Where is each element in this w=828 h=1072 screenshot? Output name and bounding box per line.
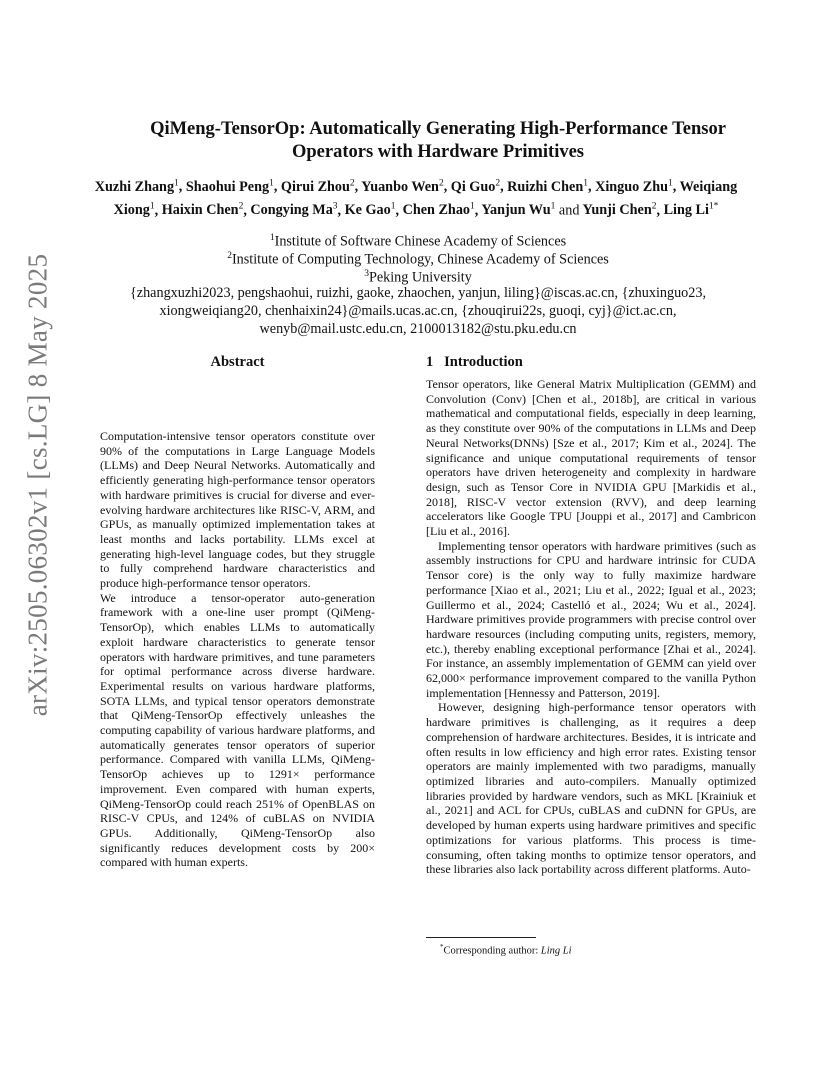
author: Ke Gao$^1$ — [344, 201, 396, 219]
author: Congying Ma$^3$ — [250, 201, 338, 219]
author-emails — [80, 284, 756, 338]
author: Yunji Chen$^2$ — [582, 201, 657, 219]
affiliation-1: $^1$Institute of Software Chinese Academy of Sciences — [269, 233, 567, 250]
author: Yuanbo Wen$^2$ — [361, 178, 444, 195]
author: Yanjun Wu$^1$ — [481, 201, 556, 219]
intro-paragraph: Tensor operators, like General Matrix Multiplication (GEMM) and Convolution (Conv) [Chen et al., 2018b], are critical in various mathematical and computational fields, especially in deep learning, as they constitute over 90% of the computations in LLMs and Deep Neural Networks(DNNs) [Sze et al., 2017; Kim et al., 2024]. The significance and unique computational requirements of tensor operators have driven heterogeneity and complexity in hardware design, such as Tensor Core in NVIDIA GPU [Markidis et al., 2018], RISC-V vector extension (RVV), and deep learning accelerators like Google TPU [Jouppi et al., 2017] and Cambricon [Liu et al., 2016]. — [426, 377, 756, 539]
arxiv-sidebar — [18, 0, 58, 1072]
abstract-paragraph: We introduce a tensor-operator auto-generation framework with a one-line user prompt (QiMeng-TensorOp), which enables LLMs to automatically exploit hardware characteristics to generate tensor operators with hardware primitives, and tune parameters for optimal performance across diverse hardware. Experimental results on various hardware platforms, SOTA LLMs, and typical tensor operators demonstrate that QiMeng-TensorOp effectively unleashes the computing capability of various hardware platforms, and automatically generates tensor operators of superior performance. Compared with vanilla LLMs, QiMeng-TensorOp achieves up to 1291× performance improvement. Even compared with human experts, QiMeng-TensorOp could reach 251% of OpenBLAS on RISC-V CPUs, and 124% of cuBLAS on NVIDIA GPUs. Additionally, QiMeng-TensorOp also significantly reduces development costs by 200× compared with human experts. — [100, 590, 375, 870]
abstract-body — [100, 429, 375, 870]
author-conjunction: and — [558, 202, 580, 219]
author: Xinguo Zhu$^1$ — [595, 178, 673, 195]
title-line-2: Operators with Hardware Primitives — [292, 142, 584, 162]
affiliation-3: $^3$Peking University — [364, 269, 472, 286]
arxiv-identifier: arXiv:2505.06302v1 [cs.LG] 8 May 2025 — [22, 253, 53, 717]
author: Qirui Zhou$^2$ — [280, 178, 355, 195]
author-list: Xuzhi Zhang$^1$, Shaohui Peng$^1$, Qirui Zhou$^2$, Yuanbo Wen$^2$, Qi Guo$^2$, Ruizhi Chen$^1$, Xinguo Zhu$^1$, Weiqiang Xiong$^1$, Haixin Chen$^2$, Congying Ma$^3$, Ke Gao$^1$, Chen Zhao$^1$, Yanjun Wu$^1$ and Yunji Chen$^2$, Ling $Li^{1*}$ — [94, 178, 738, 219]
author: Xuzhi Zhang$^1$ — [94, 178, 179, 195]
introduction-body — [426, 377, 756, 877]
title-line-1: QiMeng-TensorOp: Automatically Generating High-Performance Tensor — [150, 119, 726, 139]
email-line: {zhangxuzhi2023, pengshaohui, ruizhi, gaoke, zhaochen, yanjun, liling}@iscas.ac.cn, {zhuxinguo23, — [129, 285, 707, 301]
author: Shaohui Peng$^1$ — [185, 178, 274, 195]
author: Qi Guo$^2$ — [450, 178, 501, 195]
intro-paragraph: Implementing tensor operators with hardware primitives (such as assembly instructions for CPU and hardware intrinsic for CUDA Tensor core) is the only way to fully maximize hardware performance [Xiao et al., 2021; Liu et al., 2022; Igual et al., 2023; Guillermo et al., 2024; Castelló et al., 2024; Wu et al., 2024]. Hardware primitives provide programmers with precise control over hardware resources (including computing units, registers, memory, etc.), thereby enabling exceptional performance [Zhai et al., 2024]. For instance, an assembly implementation of GEMM can yield over 62,000× performance improvement compared to the vanilla Python implementation [Hennessy and Patterson, 2019]. — [426, 538, 756, 700]
affiliation-2: $^2$Institute of Computing Technology, Chinese Academy of Sciences — [227, 251, 609, 268]
email-line: wenyb@mail.ustc.edu.cn, 2100013182@stu.pku.edu.cn — [259, 321, 577, 337]
footnote: *Corresponding author: Ling Li — [440, 943, 572, 957]
paper-title — [100, 118, 776, 164]
author: Ruizhi Chen$^1$ — [507, 178, 588, 195]
abstract-heading: Abstract — [210, 354, 265, 370]
author: Weiqiang Xiong$^1$ — [113, 178, 738, 219]
introduction-heading: 1 Introduction — [426, 354, 523, 370]
author: Chen Zhao$^1$ — [402, 201, 475, 219]
abstract-paragraph: Computation-intensive tensor operators constitute over 90% of the computations in Large Language Models (LLMs) and Deep Neural Networks. Automatically and efficiently generating high-performance tensor operators with hardware primitives is crucial for diverse and ever-evolving hardware architectures like RISC-V, ARM, and GPUs, as manually optimized implementation takes at least months and lacks portability. LLMs excel at generating high-level language codes, but they struggle to fully comprehend hardware characteristics and produce high-performance tensor operators. — [100, 429, 375, 591]
footnote-divider — [426, 937, 536, 938]
email-line: xiongweiqiang20, chenhaixin24}@mails.ucas.ac.cn, {zhouqirui22s, guoqi, cyj}@ict.ac.cn, — [159, 303, 677, 319]
author: Haixin Chen$^2$ — [161, 201, 244, 219]
intro-paragraph: However, designing high-performance tensor operators with hardware primitives is challenging, as it requires a deep comprehension of hardware architectures. Besides, it is intricate and often results in low efficiency and high error rates. Existing tensor operators are mainly implemented with two paradigms, manually optimized libraries and auto-compilers. Manually optimized libraries provided by hardware vendors, such as MKL [Krainiuk et al., 2021] and ACL for CPUs, cuBLAS and cuDNN for GPUs, are developed by human experts using hardware primitives and specific optimizations for various platforms. This process is time-consuming, often taking months to optimize tensor operators, and these libraries also lack portability across different platforms. Auto- — [426, 700, 756, 877]
author: Ling $Li^{1*}$ — [663, 201, 719, 219]
